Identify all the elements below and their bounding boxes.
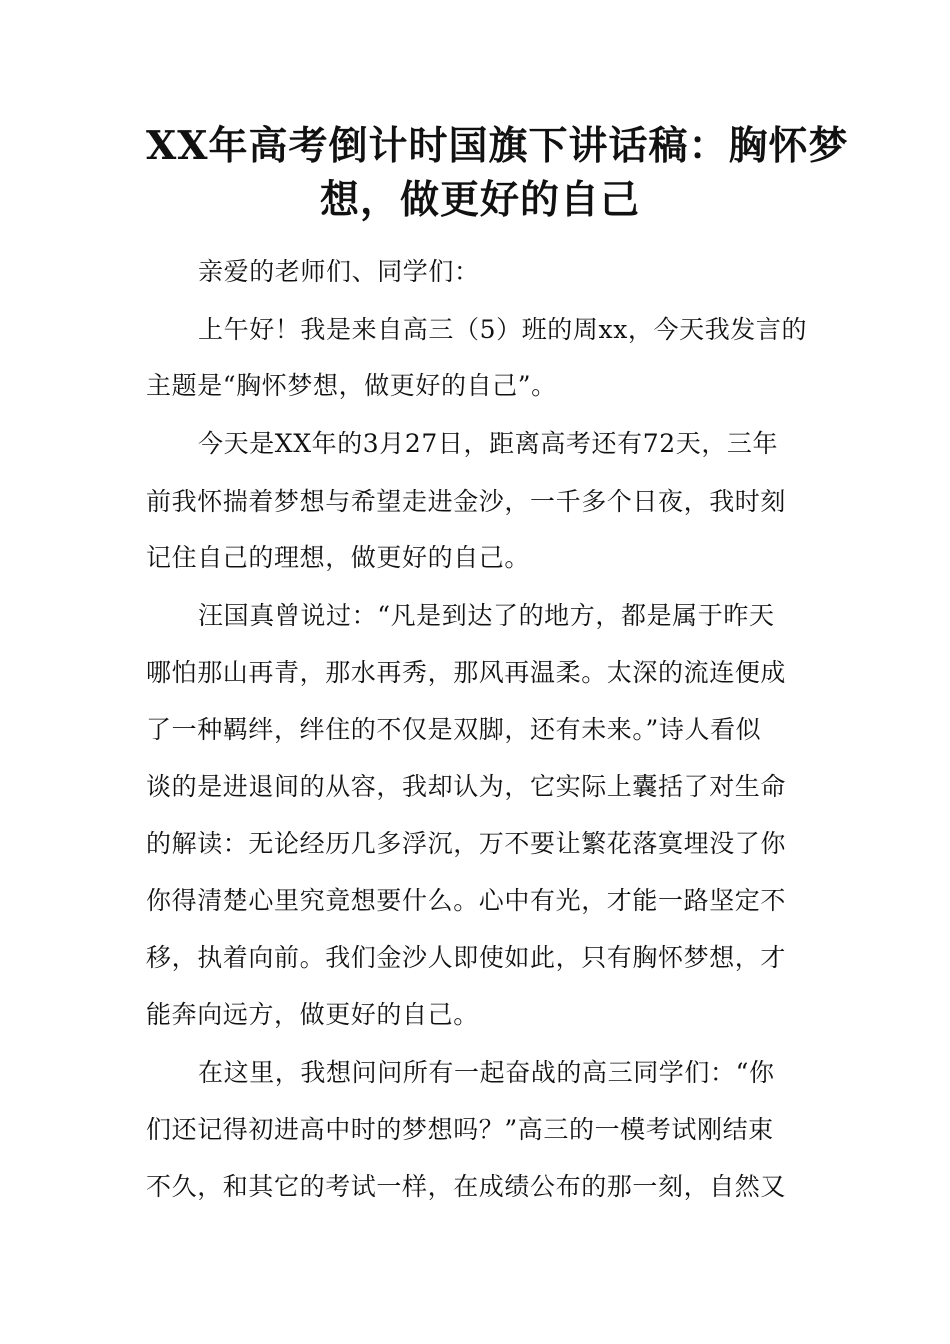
paragraph-line: 了一种羁绊，绊住的不仅是双脚，还有未来。”诗人看似 xyxy=(146,715,762,744)
paragraph-line: 今天是XX年的3月27日，距离高考还有72天，三年 xyxy=(198,429,779,458)
paragraph-line: 能奔向远方，做更好的自己。 xyxy=(146,1000,479,1029)
paragraph-line: 在这里，我想问问所有一起奋战的高三同学们：“你 xyxy=(198,1058,775,1087)
paragraph-line: 前我怀揣着梦想与希望走进金沙，一千多个日夜，我时刻 xyxy=(146,487,787,516)
paragraph-line: 记住自己的理想，做更好的自己。 xyxy=(146,543,531,572)
paragraph-line: 谈的是进退间的从容，我却认为，它实际上囊括了对生命 xyxy=(146,772,787,801)
paragraph-line: 的解读：无论经历几多浮沉，万不要让繁花落寞埋没了你 xyxy=(146,829,787,858)
salutation: 亲爱的老师们、同学们： xyxy=(198,257,480,286)
paragraph-line: 移，执着向前。我们金沙人即使如此，只有胸怀梦想，才 xyxy=(146,943,787,972)
paragraph-line: 们还记得初进高中时的梦想吗？”高三的一模考试刚结束 xyxy=(146,1115,774,1144)
paragraph-line: 上午好！我是来自高三（5）班的周xx，今天我发言的 xyxy=(198,315,808,344)
paragraph-line: 你得清楚心里究竟想要什么。心中有光，才能一路坚定不 xyxy=(146,886,787,915)
paragraph-line: 汪国真曾说过：“凡是到达了的地方，都是属于昨天 xyxy=(198,601,775,630)
paragraph-line: 哪怕那山再青，那水再秀，那风再温柔。太深的流连便成 xyxy=(146,658,787,687)
document-title-line-1: XX年高考倒计时国旗下讲话稿：胸怀梦 xyxy=(146,123,849,169)
document-title-line-2: 想，做更好的自己 xyxy=(320,177,641,223)
paragraph-line: 不久，和其它的考试一样，在成绩公布的那一刻，自然又 xyxy=(146,1172,787,1201)
paragraph-line: 主题是“胸怀梦想，做更好的自己”。 xyxy=(146,371,557,400)
